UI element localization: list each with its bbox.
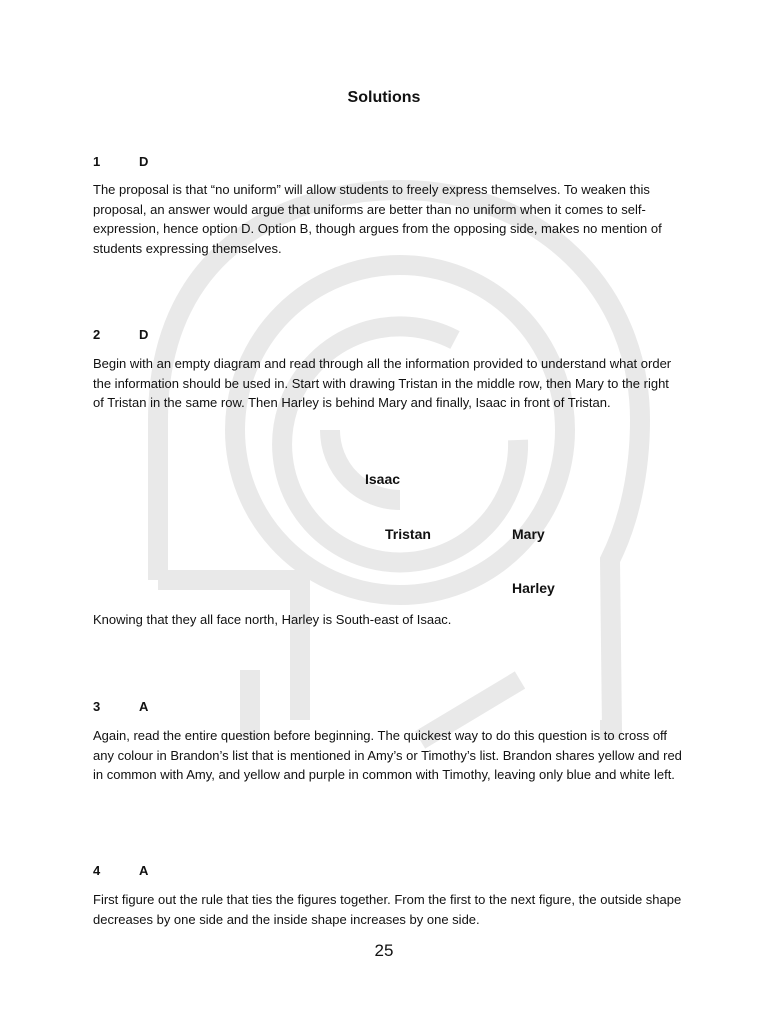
question-4-explanation: First figure out the rule that ties the figures together. From the first to the next figure, the outside shape decreases by one side and the inside shape increases by one side.: [93, 892, 682, 927]
diagram-label-mary: Mary: [512, 526, 545, 542]
question-4-answer: A: [139, 863, 149, 878]
question-2-conclusion: Knowing that they all face north, Harley is South-east of Isaac.: [93, 612, 452, 627]
question-3-number: 3: [93, 699, 101, 714]
question-1-number: 1: [93, 154, 101, 169]
question-3-answer: A: [139, 699, 149, 714]
question-4-number: 4: [93, 863, 101, 878]
diagram-label-harley: Harley: [512, 580, 555, 596]
question-2-number: 2: [93, 327, 101, 342]
question-1-explanation: The proposal is that “no uniform” will allow students to freely express themselves. To weaken this proposal, an answer would argue that uniforms are better than no uniform when it comes to self-expression, hence option D. Option B, though argues from the opposing side, makes no mention of students expressing themselves.: [93, 182, 662, 256]
page-number: 25: [374, 941, 394, 960]
page-title: Solutions: [347, 89, 421, 106]
diagram-label-isaac: Isaac: [365, 471, 401, 487]
question-2-answer: D: [139, 327, 149, 342]
question-1-answer: D: [139, 154, 149, 169]
question-2-explanation: Begin with an empty diagram and read through all the information provided to understand what order the information should be used in. Start with drawing Tristan in the middle row, then Mary to the right of Tristan in the same row. Then Harley is behind Mary and finally, Isaac in front of Tristan.: [93, 356, 672, 410]
diagram-label-tristan: Tristan: [385, 526, 431, 542]
question-3-explanation: Again, read the entire question before beginning. The quickest way to do this question is to cross off any colour in Brandon’s list that is mentioned in Amy’s or Timothy’s list. Brandon shares yellow and red in common with Amy, and yellow and purple in common with Timothy, leaving only blue and white left.: [93, 728, 682, 782]
